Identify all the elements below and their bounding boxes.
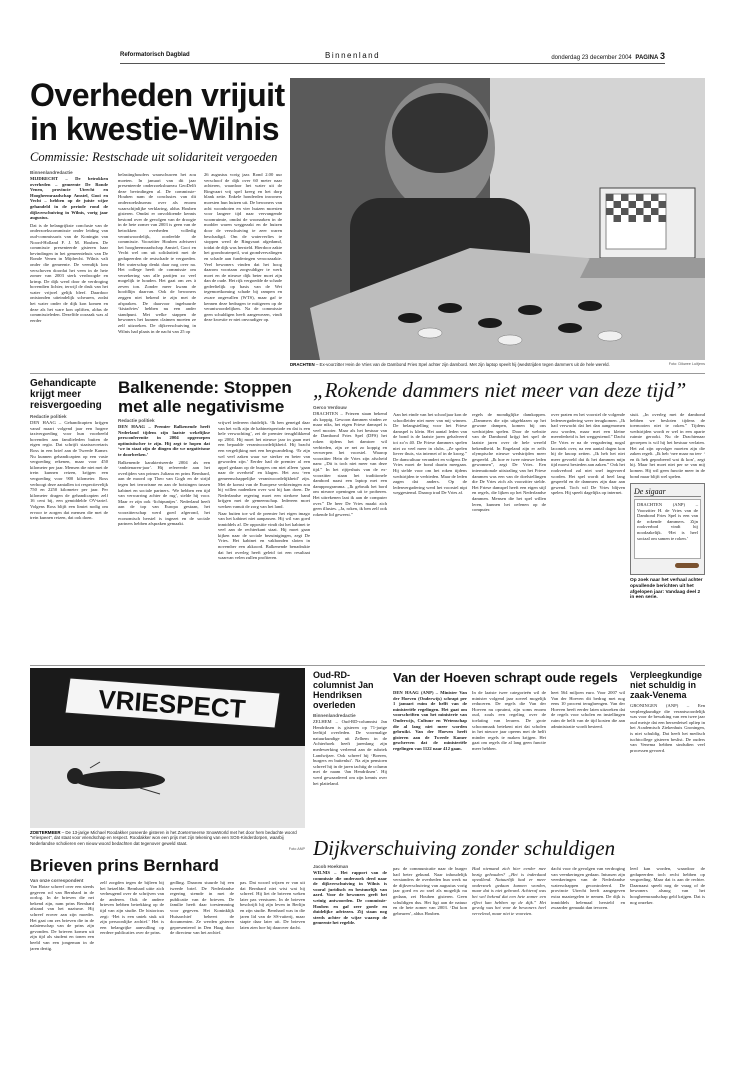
- dijk-col-4: dacht voor de gevolgen van verdroging van veenkeringen gedaan. Intussen zijn veenkeringen van de Nederlandse waterschappen gecontroleerd. De provincie Utrecht heeft aangegeven extra maatregelen te nemen. De dijk is inmiddels helemaal hersteld en zwaarder gemaakt dan tevoren.: [551, 866, 625, 911]
- snowworld-photo: [30, 668, 305, 828]
- lead-subhead: Commissie: Restschade uit solidariteit vergoeden: [30, 150, 278, 164]
- lead-headline-line-2: in kwestie-Wilnis: [30, 111, 280, 147]
- de-sigaar-box: [630, 483, 705, 575]
- balkenende-col-1: [118, 418, 210, 663]
- snowworld-illustration: [30, 668, 305, 828]
- hoeven-col-1: DEN HAAG (ANP) – Minister Van der Hoeven (Onderwijs) schrapt per 1 januari ruim de helft van de ministeriële regelingen. Het gaat om voorschriften van het ministerie van Onderwijs, Cultuur en Wetenschap die al lang niet meer worden gebruikt. Van der Hoeven heeft gisteren aan de Tweede Kamer geschreven dat de ministeriële regelingen van 1122 naar 412 gaan.: [393, 690, 467, 751]
- lead-col-1-text: Dat is de belangrijkste conclusie van de onderzoekscommissie onder leiding van oud-commissaris van de Koningin van Noord-Holland F. J. M. Houben. De commissie presenteerde gisteren haar bevindingen in het gemeentehuis van De Ronde Venen in Mijdrecht. Wilnis valt onder die gemeente. De veendijk lom verschoven doordat het veen in de hete zomer van 2003 sterk verdroogde en krimp. De dijk werd door de verdroging bovendien lichter, terwijl de druk van het water vrijwel gelijk bleef. Daardoor ontstonden uiteindelijk scheuren, zodat het water onder de dijk kon komen en deze als het ware kon opliften, aldus de commissieleden. Dezelfde oorzaak was al eerder: [30, 222, 108, 323]
- dammers-col-1: [313, 405, 387, 663]
- lead-col-2: belastinghouders waarschuwen het zou moeten. In januari van dit jaar presenteerde onderzoeksbureau GeoDelft deze bevindingen al. De commissie-Houben nam de conclusies van dit onderzoeksbureau over als enorm waarschijnlijke verklaring, aldus Houben gisteren. Omdat er onvoldoende kennis bestond over de gevolgen van de droogte in de hete zomer van 2003 is geen van de betrokken overheden volledig verantwoordelijk, oordeelde de commissie. Voorzitter Houben adviseert het hoogheemraadschap Amstel, Gooi en Vecht wel om uit solidariteit met de gedupeerden de restschade te vergoeden. Het waterschap denkt daar nog over na. Het college heeft de commissie om verzekering van alle partijen zo veel mogelijk te houden. Het gaat om zes à zeven ton. Zonder meer kwam de hoofdlijn daarvan. Ook de bewoners zeggen niet bekend te zijn met de afspraken. De daarvoor ingehuurde ‘kistadvies’ hebben nu een ander standpunt. Met welke stappen de bewoners het kunnen claimen moeten ze zelf uitzoeken. De dijkverschuiving in Wilnis had plaats in de nacht van 25 op: [118, 172, 196, 334]
- lead-byline: Binnenlandredactie: [30, 170, 73, 175]
- balkenende-headline-line-1: Balkenende: Stoppen: [118, 378, 292, 397]
- balkenende-col-2-text: vrijwel iedereen duidelijk. ‘Ik ben geneigd daar van het volk zijn de kabinetsperiode en dat is een hele verwachting’, zei de premier terugblikkend op 2004. Hij moet het nieuwe jaar in gaan met een bepaalde verantwoordelijkheid. Hij bracht een vergelijking met een bergwandeling. ‘Er zijn wel veel zaken waar we sterker en beter van geworden zijn.’ Eerder had de premier al een appel gedaan op de burgers om niet alleen ‘gaan naar de overheid’ en klagen. Het zou ‘een gemeenschappelijke verantwoordelijkheid’ zijn. Met de komst van de Europese verkiezingen zou hij willen nadenken over wat hij kan doen. De Nederlandse regering moet een sterkere band krijgen met de gemeenschap. Iedereen moet werken vanuit de zorg van het land.: [218, 420, 310, 509]
- balkenende-byline: Redactie politiek: [118, 418, 155, 423]
- balkenende-headline-line-2: met alle negativisme: [118, 397, 285, 416]
- de-sigaar-footer: Op zoek naar het verhaal achter opvallende berichten uit het afgelopen jaar: Vandaag deel 2 in een serie.: [630, 578, 703, 601]
- dijk-headline: Dijkverschuiving zonder schuldigen: [313, 836, 616, 860]
- hendriksen-text: ZELHEM – Oud-RD-columnist Jan Hendriksen is gisteren op 71-jarige leeftijd overleden. De voormalige natuurkundige uit Zelhem in de Achterhoek heeft jarenlang zijn medewerking verleend aan de rubriek Landwijzer. Ook schreef hij ‘Boeren, burgers en buitenlui’. Na zijn pensioen schreef hij in de jaren tachtig de column met de naam ‘Jan Hendriksen’. Hij werd gewaardeerd om zijn kennis over het platteland.: [313, 719, 387, 786]
- brief-headline: Gehandicapte krijgt meer reisvergoeding: [30, 378, 102, 411]
- bernhard-col-2: zelf zorgden tegen de bijleen bij het hetzelfde. Bernhard uitte zich verheugend over de schrijven van de anderen. Ook de andere brieven hebben betrekking op de tijd van zijn studie. De historicus zegt: ‘Het is een uniek stuk uit zijn persoonlijke archief.’ Het is een belangrijke aanvulling op eerdere publicaties over de prins.: [100, 880, 164, 936]
- dijk-col-1-text: WILNIS – Het rapport van de commissie die onderzoek deed naar de dijkverschuiving in Wilnis is vooral juridisch en bestuurlijk van aard. Voor de bewoners geeft het weinig antwoorden. De commissie-Houben en gaf zeer goede en duidelijke adviezen. Zij staan nog steeds achter de wijze waarop de gemeente het regelde.: [313, 870, 387, 926]
- dammers-col-5-text: stuit. „In overleg met de dambond hebben we besloten tijdens de toernooien niet te roken.” Tijdens wedstrijden wordt er wel in een aparte ruimte gerookt. Nu de Drachtenaar geroepen is wil hij het bestuur verlaten. Het zal zijn opvolger moeten zijn die zaken regelt. „Ik heb ‘nee maar na ten- ‘ en ik heb geprobeerd wat ik kon’, zegt hij. Maar het moet niet per se van mij komen. Hij wil geen functie meer in de bond maar blijft wel spelen.: [630, 412, 705, 479]
- verpleeg-article: [630, 670, 705, 833]
- de-sigaar-text: DRACHTEN (ANP) – Voorzitter H. de Vries van de Dambond Fries Spel is een van de rokende dammers. Zijn rookverbod vindt hij noodzakelijk. ‘Het is heel sociaal om samen te roken.’: [637, 502, 698, 541]
- lead-headline-line-1: Overheden vrijuit: [30, 78, 285, 113]
- dammers-headline: „Rokende dammers niet meer van deze tijd”: [313, 378, 687, 402]
- snow-photo-caption-label: ZOETERMEER: [30, 830, 61, 835]
- date-text: donderdag 23 december 2004: [551, 55, 632, 61]
- snow-photo-caption: [30, 830, 305, 852]
- bernhard-col-1-text: Van Hotze schreef over een steeds gegeven rol van Bernhard in de oorlog. In de brieven die net bekend zijn, nam prins Bernhard afstand van het nazisme. Hij schreef erover aan zijn moeder. Het gaat om zes brieven die in de nalatenschap van de prins zijn gevonden. De brieven komen uit zijn tijd als student en tonen een beeld van een jongeman in de jaren dertig.: [30, 884, 94, 951]
- main-photo-caption-text: – Ex-voorzitter Hein de Vries van de Dambond Fries Spel achter zijn dambord. Met zijn laptop speelt hij (wedstrijden tegen dammers uit de hele wereld.: [314, 362, 610, 367]
- dammers-col-3: regels de mondiglijke damkoppen. „Dammers die zijn uitgeblazen op het gewone dampen, komen bij ons wedstrijden spelen. Door de website van de Dambond krijgt het spel de laatste jaren over de hele wereld bekendheid. In Engeland zijn er zelfs olympische nieuwe wedstrijden meer gespeeld. „Ik hoe er twee nieuwe leden gewonnen”, zegt De Vries. Een internationale uitstraling van het Friese dammen was een van de doelstellingen die De Vries zich als voorzitter stelde. Het Friese damspel heeft een eigen stijl en regels, die lijken op het Nederlandse dammen. Mensen die het spel willen leren, kunnen het oefenen op de computer.: [472, 412, 546, 513]
- balkenende-headline: [118, 378, 308, 416]
- balkenende-col-3-text: Naar buiten toe wil de premier het eigen imago van het kabinet niet aanpassen. Hij wil van goed inmiddels af. De oppositie vindt dat het kabinet te veel aan de rechterkant staat. Hij moet gaan kijken naar de sociale bezuinigingen, zegt De Vries. Het kabinet en vakbonden sloten in november een akkoord. Balkenende benadrukte dat het overleg heeft geleid tot een resultaat waarvan velen zullen profiteren.: [218, 510, 310, 561]
- hendriksen-article: [313, 670, 387, 833]
- issue-date: [551, 51, 665, 61]
- page-label: PAGINA: [635, 55, 659, 61]
- hoeven-headline: Van der Hoeven schrapt oude regels: [393, 670, 618, 685]
- section-name: Binnenland: [325, 51, 381, 60]
- damspeler-photo: [290, 78, 705, 360]
- balkenende-intro: DEN HAAG – Premier Balkenende heeft Nederland tijdens zijn laatste wekelijkse persconferentie in 2004 opgeroepen optimistischer te zijn. Hij zegt te hopen dat ‘we in staat zijn de dingen die we negativisme te doorbreken.’: [118, 424, 210, 457]
- lead-col-3: 26 augustus vorig jaar. Rond 2.00 uur verschoof de dijk over 60 meter naar achteren, waardoor het water uit de Ringvaart vrij spel kreeg en het dorp blank zette. Enkele honderden inwoners moesten hun huizen uit. De bewoners van acht woonboten en vier huizen moesten voor langere tijd naar vervangende woonruimte, omdat de woonarken in de modder waren weggezakt en de huizen door de verschuiving te zeer waren beschadigd. Om de waterverlies te stoppen werd de Ringvaart afgedamd, totdat de dijk was hersteld. Hierdoor zakte het grondwaterpeil, wat grondvervalingen en schade aan funderingen veroorzaakte. Veel bewoners vinden dat het hoog daarom voortaan zorgvuldiger te werk moet en de nieuwe dijk beter moet zijn dan de oude. Het rijk vergoedde de schade gedeeltelijk op basis van de Wet tegemoetkoming schade bij rampen en zware ongevallen (WTS), maar gaf te kennen deze bedragen te mitigeren op de verantwoordelijken. Na de commissie geen schuldigen heeft aangewezen, vindt deze kwestie er niet onvoudiger op.: [204, 172, 282, 323]
- main-photo-caption-label: DRACHTEN: [290, 362, 315, 367]
- snow-photo-credit: Foto ANP: [288, 846, 305, 851]
- dammers-byline: Gerco Verdouw: [313, 405, 347, 410]
- dijk-col-5: leed kan worden, waardoor de gedupeerden toch recht hebben op vergoeding. Maar dat is aan de rechter. Daarnaast speelt nog de vraag of de bewoners alsnog van het hoogheemraadschap geld krijgen. Dat is nog onzeker.: [630, 866, 705, 905]
- hendriksen-headline: Oud-RD-columnist Jan Hendriksen overleden: [313, 670, 374, 710]
- paper-name: Reformatorisch Dagblad: [120, 52, 190, 58]
- damspeler-illustration: [290, 78, 705, 360]
- dammers-col-4: over praten en het voorstel de volgende ledenvergadering weer terugkomen. „Ik had verwacht dat het dan aangenomen zou worden, maar met een kleine meerderheid is het weggestemd.” Dacht De Vries er na de vergadering nogal laconiek over, na een aantal dagen kon hij de knoop zetten. „Ik heb het niet meer gevoeld dat ik het dammen mijn tijd moest besteden aan zaken.” Ook het rookverbod zal niet snel ingevoerd worden. Het spel wordt al heel lang gespeeld en de dammers zijn daar aan gewend. Toch wil De Vries blijven spelen. Hij speelt dagelijks op internet.: [551, 412, 625, 496]
- balkenende-col-2: [218, 420, 310, 663]
- dammers-col-2: Aan het einde van het schooljaar kon de schoolleider niet meer van mij winnen. De belangstelling voor het Friese damspel is klein. Het aantal leden van de bond is de laatste jaren gehalveerd tot zo’n 40. De Friese dammers spelen niet zo veel meer in clubs. „Ze spelen liever thuis, via internet of in de kroeg.” De damcultuur verandert en volgens De Vries moet de bond daarin meegaan. Hij stelde voor om het roken tijdens wedstrijden te verbieden. Maar de leden zagen dat anders. Op de ledenvergadering werd het voorstel nipt weggestemd. Daarop trad De Vries af.: [393, 412, 467, 496]
- balkenende-col-1-text: Balkenende karakteriseerde 2004 als een ‘ambtenaren-jaar’. Hij refereerde aan het overlijden van prinses Juliana en prins Bernhard, aan de moord op Theo van Gogh en de strijd tegen het terrorisme en aan de botsingen tussen kabinet en sociale partners. ‘We hebben een tijd van verwarring achter de rug’, stelde hij voor. Maar er zijn ook ‘lichtpuntjes’. Nederland heeft aan de top van Europa gestaan, het voorzitterschap werd goed afgerond, het economisch herstel is ingezet en de sociale partners hebben afspraken gemaakt.: [118, 459, 210, 527]
- hoeven-col-3: heet 564 miljoen euro. Voor 2007 wil Van der Hoeven dit bedrag met nog eens 10 procent terugbrengen. Van der Hoeven heeft eerder laten uitzoeken dat de regels voor scholen en instellingen ruim de helft van de tijd kosten die aan administratie wordt besteed.: [551, 690, 625, 729]
- hoeven-col-2: In de laatste twee categorieën wil de minister volgend jaar zoveel mogelijk reduceren. De regels die Van der Hoeven nu opruimt, zijn soms enorm oud, zoals een regeling over de toelating van leraren. De grote schoonmaak betekent niet dat scholen in het nieuwe jaar opeens met de helft minder regels te maken krijgen. Het gaat om regels die al lang geen functie meer hebben.: [472, 690, 546, 751]
- dijk-col-3: Had niemand zich hier eerder mee bezig gehouden? „Het is inderdaad opvallend. Natuurlijk had er meer onderzoek gedaan kunnen worden, maar dat is niet gebeurd. Achteraf was het wel bekend dat een hete zomer een effect kan hebben op de dijk.” Het gevolg was het voor de bewoners heel vervelend, maar niet te voorzien.: [472, 866, 546, 916]
- de-sigaar-clipping: [634, 499, 701, 559]
- brief-byline: Redactie politiek: [30, 414, 67, 419]
- vriespect-word: VRIESPECT: [97, 683, 247, 725]
- verpleeg-headline: Verpleegkundige niet schuldig in zaak-Venema: [630, 670, 703, 700]
- main-photo-caption: [290, 362, 705, 372]
- lead-col-1: [30, 170, 108, 360]
- brief-text: DEN HAAG – Gehandicapten krijgen vanaf maart volgend jaar een hogere taxivergoeding voor hun voorbeeld bovenden aan familieleden buiten de eigen regio. Dat schrijft staatssecretaris Ross in een brief aan de Tweede Kamer. Nu kunnen gehandicapten op een vaste vergoeding rekenen, maar voor 450 kilometer per jaar. Mensen die niet met de trein kunnen reizen, krijgen een vergoeding voor 900 kilometer. Ross verhoogt deze aantallen tot respectievelijk 750 en 2250 kilometer per jaar. Per kilometer dragen de gehandicapten zelf 16 cent bij, een gemiddelde OV-tarief. Volgens Ross blijft een limiet nodig om ervoor te zorgen dat mensen die met de trein kunnen reizen, dat ook doen.: [30, 420, 108, 521]
- brief-gehandicapte: [30, 378, 108, 663]
- dammers-col-5: [630, 412, 705, 663]
- bernhard-col-1: [30, 878, 94, 1056]
- rule-lower: [30, 665, 705, 666]
- cigar-icon: [675, 563, 699, 568]
- dijk-col-1: [313, 864, 387, 1056]
- bernhard-col-4: pas. Dat woord wijzen er van uit dat Bernhard niet wist wat hij schreef. Hij liet de brieven weken later pas versturen. In de brieven beschrijft hij zijn leven in Berlijn en zijn studie. Bernhard was in die jaren lid van de SS-ruiterij, maar stapte daar later uit. De brieven laten zien hoe hij daarover dacht.: [240, 880, 305, 930]
- hendriksen-byline: Binnenlandredactie: [313, 713, 356, 718]
- de-sigaar-title: De sigaar: [634, 487, 701, 497]
- snow-photo-caption-text: – De 13-jarige Michael Roodakker poseerde gisteren in het Zoetermeerse SnowWorld met het door hem bedachte woord "Vriespeet", dat staat voor vriendschap en respect. Roodakker won een prijs met zijn tekening van een SOS-Kinderdorpen, waarbij Nederlandse scholieren een nieuw woord bedachten dat tegenover geweld staat.: [30, 830, 297, 846]
- dammers-col-1-text: DRACHTEN – Friezen staan bekend als koppig. Gewoon dammen vinden ze maar niks, het eigen Friese damspel is veel mooier. Maar als het bestuur van de Dambond Fries Spel (DFS) het roken tijdens het damtoer wil verbieden, zijn ze net zo koppig en verwerpen het voorstel. Waarop voorzitter Hein de Vries zijn afscheid nam: „Dit is toch niet meer van deze tijd.” In het rijtjeshuis van de ex-voorzitter staan het traditionele dambord naast een laptop met een dampprogramma. „Ik gebruik het bord om nieuwe openingen uit te proberen. Het uitrekenen laat ik aan de computer over.” De heer De Vries maakt zich geen illusies. „Ja, roken, ik ben zelf ook rokende lid geweest.”: [313, 411, 387, 517]
- main-photo-credit: Foto: Dikwee Luitjens: [668, 362, 705, 366]
- dijk-col-2: pas: de communicatie naar de burger had beter gekund. Naar inhoudelijk verstanders de overheden hun werk na de dijkverschuiving van augustus vorig jaar goed en zo snel als mogelijk nu gedaan, zei Houben gisteren. Geen schuldigen dus. Het ligt aan de natuur en de hete zomer van 2003. ‘Dat kon gebeuren’, aldus Houben.: [393, 866, 467, 916]
- rule-mid: [30, 373, 705, 374]
- verpleeg-text: GRONINGEN (ANP) – Een verpleegkundige die verantwoordelijk was voor de bewaking van een twee jaar oud meisje dat een hersenletsel opliep in het Academisch Ziekenhuis Groningen, is niet schuldig. Dat heeft het medisch tuchtcollege gisteren beslist. De ouders van Venema hebben sindsdien veel processen gevoerd.: [630, 703, 705, 753]
- bernhard-col-3: gedling. Daarom stuurde hij een tweede brief. De Nederlandse regering stemde in met de publicatie van de brieven. De familie heeft daar toestemming voor gegeven. Het Koninklijk Huisarchief beheert de documenten. Ze werden gisteren gepresenteerd in Den Haag door de directeur van het archief.: [170, 880, 234, 936]
- lead-headline: [30, 78, 290, 158]
- bernhard-byline: Van onze correspondent: [30, 878, 84, 883]
- dijk-byline: Jacob Hoekman: [313, 864, 349, 869]
- page-number: 3: [659, 51, 665, 61]
- bernhard-headline: Brieven prins Bernhard: [30, 856, 219, 875]
- lead-intro: MIJDRECHT – De betrokken overheden – gemeente De Ronde Venen, provincie Utrecht en Hoogheemraadschap Amstel, Gooi en Vecht – hebben op de juiste wijze gehandeld in de periode rond de dijkverschuiving in Wilnis, vorig jaar augustus.: [30, 176, 108, 221]
- masthead: [120, 50, 665, 64]
